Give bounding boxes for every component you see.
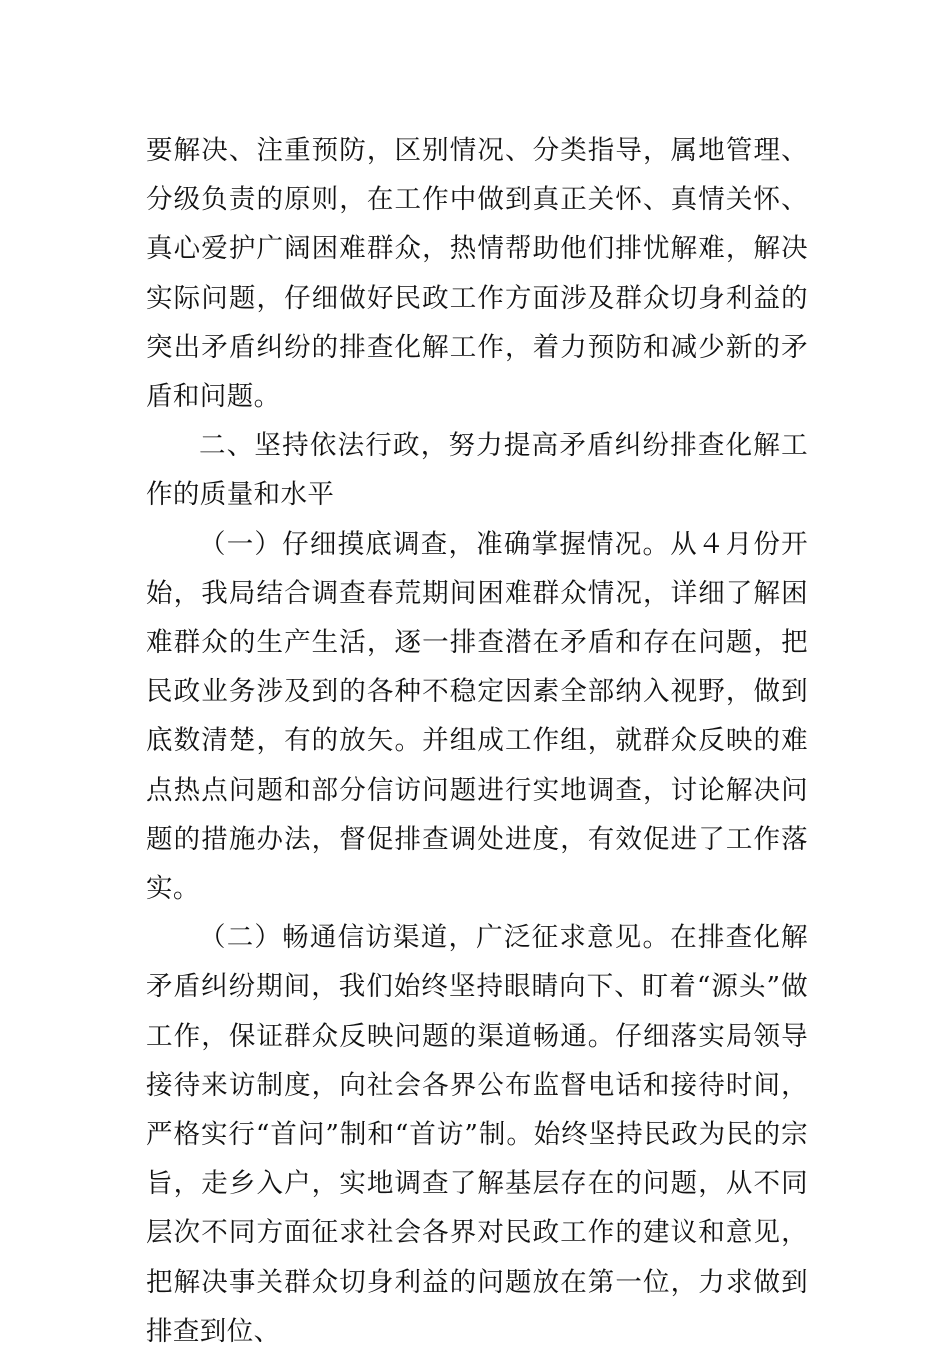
section-heading-two: 二、坚持依法行政，努力提高矛盾纠纷排查化解工作的质量和水平 [146, 430, 808, 511]
paragraph-continuation: 要解决、注重预防，区别情况、分类指导，属地管理、分级负责的原则，在工作中做到真正关怀、真情关怀、真心爱护广阔困难群众，热情帮助他们排忧解难，解决实际问题，仔细做好民政工作方面涉及群众切身利益的突出矛盾纠纷的排查化解工作，着力预防和减少新的矛盾和问题。 [146, 135, 808, 413]
document-body [146, 126, 808, 1356]
paragraph-subsection-two: （二）畅通信访渠道，广泛征求意见。在排查化解矛盾纠纷期间，我们始终坚持眼睛向下、盯着“源头”做工作，保证群众反映问题的渠道畅通。仔细落实局领导接待来访制度，向社会各界公布监督电话和接待时间，严格实行“首问”制和“首访”制。始终坚持民政为民的宗旨，走乡入户，实地调查了解基层存在的问题，从不同层次不同方面征求社会各界对民政工作的建议和意见，把解决事关群众切身利益的问题放在第一位，力求做到排查到位、 [146, 922, 808, 1347]
paragraph-subsection-one: （一）仔细摸底调查，准确掌握情况。从４月份开始，我局结合调查春荒期间困难群众情况，详细了解困难群众的生产生活，逐一排查潜在矛盾和存在问题，把民政业务涉及到的各种不稳定因素全部纳入视野，做到底数清楚，有的放矢。并组成工作组，就群众反映的难点热点问题和部分信访问题进行实地调查，讨论解决问题的措施办法，督促排查调处进度，有效促进了工作落实。 [146, 528, 808, 905]
